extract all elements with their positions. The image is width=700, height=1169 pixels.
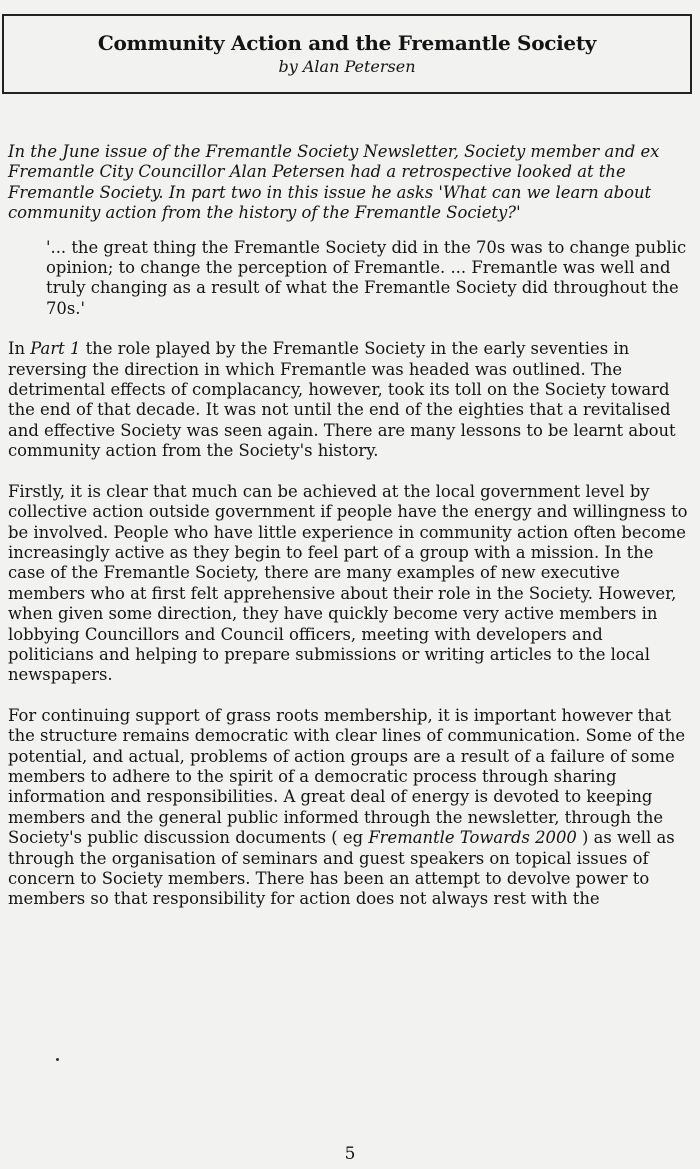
stray-mark <box>56 1058 59 1061</box>
p3-doc-title: Fremantle Towards 2000 <box>368 828 577 848</box>
p1-text: the role played by the Fremantle Society in the early seventies in reversing the direction in which Fremantle was headed was outlined. The detrimental effects of complacancy, however, took its toll on the Society toward the end of that decade. It was not until the end of the eighties that a revitalised and effective Society was seen again. There are many lessons to be learnt about community action from the Society's history. <box>8 339 676 461</box>
p1-part-ref: Part 1 <box>30 339 81 359</box>
paragraph-2: Firstly, it is clear that much can be achieved at the local government level by collective action outside government if people have the energy and willingness to be involved. People who have little experience in community action often become increasingly active as they begin to feel part of a group with a mission. In the case of the Fremantle Society, there are many examples of new executive members who at first felt apprehensive about their role in the Society. However, when given some direction, they have quickly become very active members in lobbying Councillors and Council officers, meeting with developers and politicians and helping to prepare submissions or writing articles to the local newspapers. <box>8 481 688 685</box>
article-body <box>8 142 688 910</box>
page-number: 5 <box>344 1144 356 1164</box>
article-byline: by Alan Petersen <box>278 57 416 76</box>
p3-text-b: ) as well as through the organisation of seminars and guest speakers on topical issues of concern to Society members. There has been an attempt to devolve power to members so that responsibility for action does not always rest with the <box>8 828 675 909</box>
paragraph-3 <box>8 706 688 910</box>
article-header <box>2 14 692 94</box>
pull-quote: '... the great thing the Fremantle Society did in the 70s was to change public opinion; to change the perception of Fremantle. ... Fremantle was well and truly changing as a result of what the Fremantle Society did throughout the 70s.' <box>46 237 687 318</box>
article-title: Community Action and the Fremantle Society <box>97 31 597 55</box>
p1-prefix: In <box>8 339 31 359</box>
intro-paragraph: In the June issue of the Fremantle Society Newsletter, Society member and ex Fremantle City Councillor Alan Petersen had a retrospective looked at the Fremantle Society. In part two in this issue he asks 'What can we learn about community action from the history of the Fremantle Society?' <box>8 142 660 223</box>
p3-text-a: For continuing support of grass roots membership, it is important however that the structure remains democratic with clear lines of communication. Some of the potential, and actual, problems of action groups are a result of a failure of some members to adhere to the spirit of a democratic process through sharing information and responsibilities. A great deal of energy is devoted to keeping members and the general public informed through the newsletter, through the Society's public discussion documents ( eg <box>8 705 686 848</box>
paragraph-1 <box>8 339 688 461</box>
